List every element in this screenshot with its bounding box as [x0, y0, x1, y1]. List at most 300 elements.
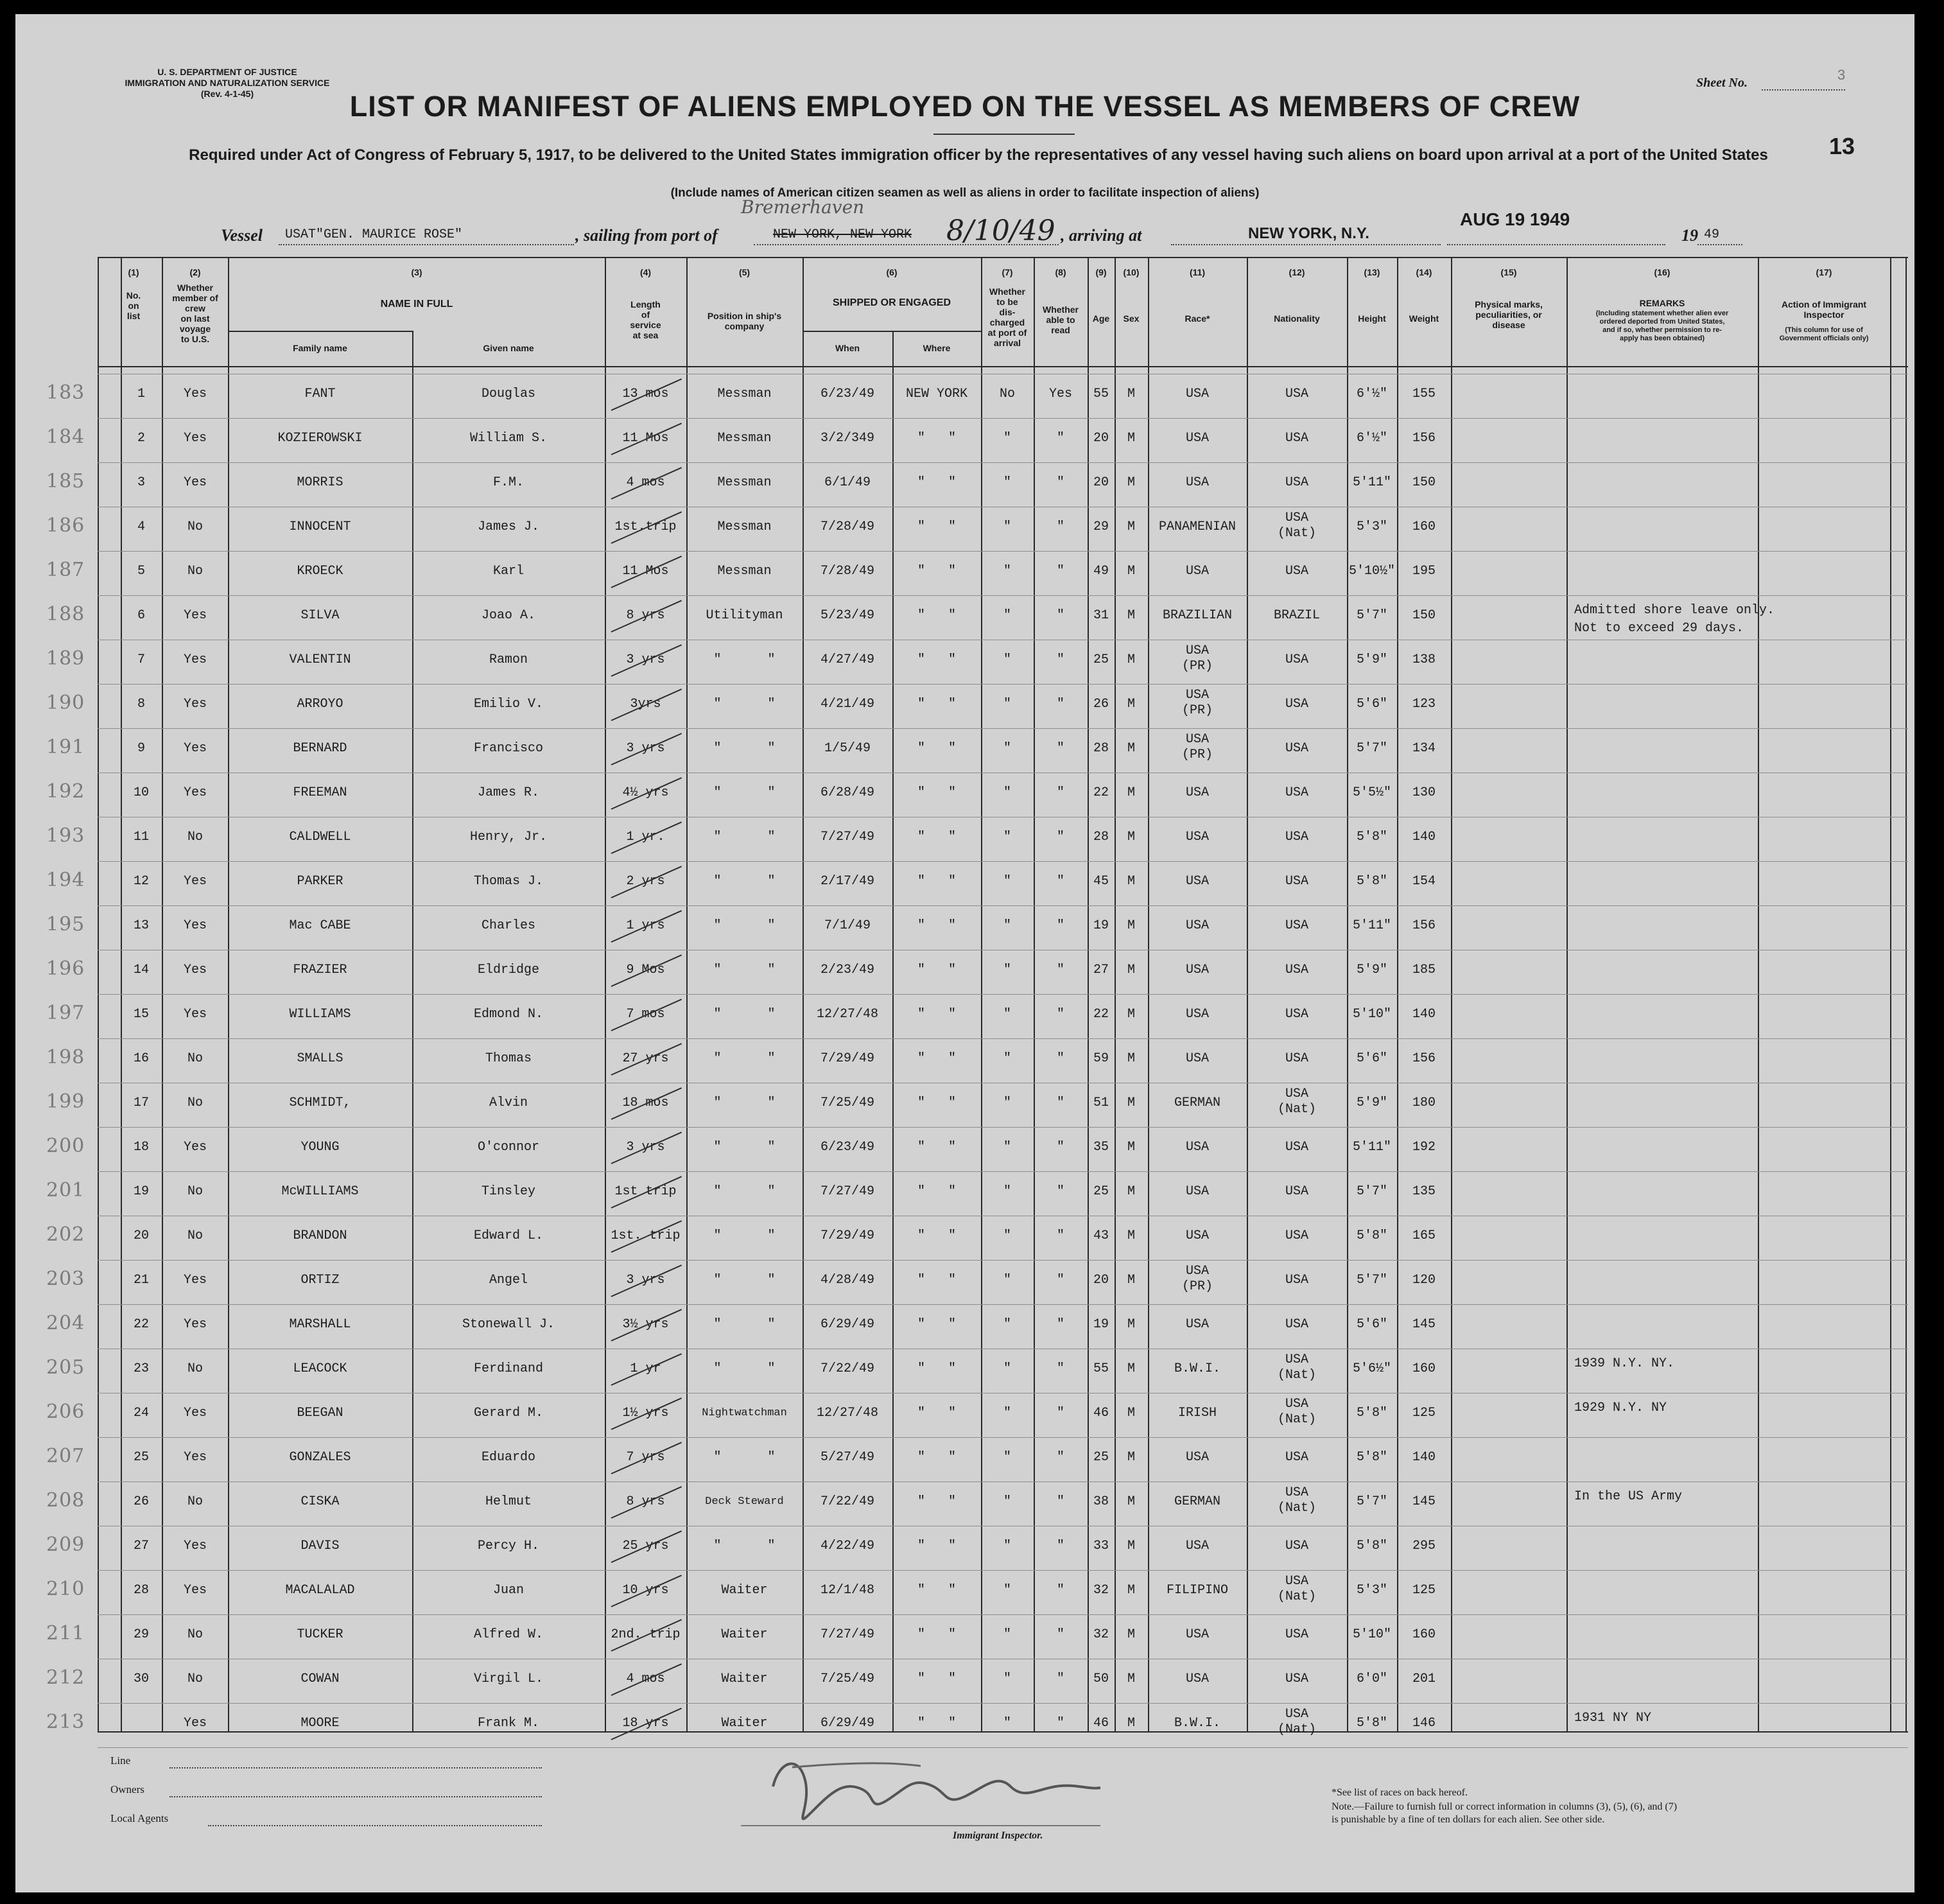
cell-discharged: ": [1003, 1494, 1011, 1509]
col6-label: SHIPPED OR ENGAGED: [832, 297, 951, 308]
cell-family: FANT: [304, 387, 336, 401]
cell-last: Yes: [183, 608, 207, 623]
cell-family: MACALALAD: [285, 1583, 355, 1598]
col2-number: (2): [189, 267, 201, 277]
cell-given: Charles: [481, 918, 535, 933]
cell-service: 2nd. trip: [611, 1627, 681, 1642]
cell-family: DAVIS: [300, 1539, 340, 1553]
cell-no: 9: [137, 741, 145, 756]
cell-read: ": [1056, 1007, 1064, 1022]
row-rule: [98, 595, 1908, 596]
cell-given: Alvin: [489, 1096, 528, 1110]
cell-height: 5'11": [1352, 1140, 1391, 1155]
cell-sex: M: [1127, 475, 1135, 490]
row-rule: [98, 1127, 1908, 1128]
cell-age: 55: [1093, 1361, 1109, 1376]
cell-service: 4½ yrs: [622, 785, 669, 800]
inspector-label: Immigrant Inspector.: [953, 1830, 1043, 1841]
cell-age: 22: [1093, 1007, 1109, 1022]
cell-family: MORRIS: [297, 475, 343, 490]
cell-discharged: No: [999, 387, 1015, 401]
cell-no: 30: [133, 1672, 149, 1686]
cell-sex: M: [1127, 785, 1135, 800]
cell-given: Gerard M.: [473, 1406, 544, 1420]
year-value: 49: [1704, 227, 1720, 242]
cell-discharged: ": [1003, 520, 1011, 534]
cell-weight: 156: [1412, 918, 1436, 933]
cell-nationality: USA: [1285, 1672, 1308, 1686]
cell-age: 28: [1093, 741, 1109, 756]
col9-label: Age: [1092, 313, 1110, 324]
cell-discharged: ": [1003, 918, 1011, 933]
cell-position: Messman: [717, 564, 772, 579]
cell-no: 8: [137, 697, 145, 712]
cell-where: " ": [917, 1273, 956, 1288]
ledger-number: 201: [46, 1179, 85, 1201]
crew-table: [46, 257, 1908, 1737]
cell-read: ": [1056, 1228, 1064, 1243]
table-top-border: [98, 257, 1908, 258]
cell-service: 3yrs: [630, 697, 661, 712]
cell-given: Edmond N.: [473, 1007, 544, 1022]
row-rule: [98, 1481, 1908, 1482]
cell-position: " ": [713, 963, 776, 977]
cell-where: " ": [917, 741, 956, 756]
cell-nationality: USA: [1285, 652, 1308, 667]
cell-nationality: USA: [1285, 1627, 1308, 1642]
cell-where: " ": [917, 564, 956, 579]
cell-family: Mac CABE: [289, 918, 351, 933]
cell-height: 5'11": [1352, 918, 1391, 933]
cell-service: 10 yrs: [622, 1583, 669, 1598]
cell-age: 20: [1093, 1273, 1109, 1288]
cell-where: " ": [917, 963, 956, 977]
cell-given: Joao A.: [481, 608, 535, 623]
local-agents-underline: [208, 1825, 542, 1826]
cell-discharged: ": [1003, 1406, 1011, 1420]
cell-weight: 125: [1412, 1583, 1436, 1598]
ledger-number: 185: [46, 470, 85, 493]
col12-number: (12): [1289, 267, 1305, 277]
cell-read: ": [1056, 963, 1064, 977]
cell-position: " ": [713, 874, 776, 889]
col6-when-label: When: [835, 343, 860, 353]
cell-discharged: ": [1003, 1184, 1011, 1199]
col3-given-label: Given name: [483, 343, 534, 353]
cell-discharged: ": [1003, 963, 1011, 977]
cell-given: Percy H.: [477, 1539, 539, 1553]
cell-when: 12/27/48: [816, 1007, 878, 1022]
col2-label: Whether member of crew on last voyage to U.S.: [172, 283, 218, 344]
cell-where: " ": [917, 697, 956, 712]
cell-last: No: [187, 1672, 203, 1686]
cell-weight: 120: [1412, 1273, 1436, 1288]
footnote-penalty: Note.—Failure to furnish full or correct information in columns (3), (5), (6), and (7) is punishable by a fine of ten dollars for each alien. See other side.: [1332, 1801, 1678, 1825]
col12-label: Nationality: [1274, 313, 1320, 324]
cell-sex: M: [1127, 1450, 1135, 1465]
cell-race: USA (PR): [1181, 732, 1213, 762]
ledger-number: 190: [46, 692, 85, 714]
year-line: [1697, 244, 1742, 245]
cell-height: 5'10½": [1348, 564, 1395, 579]
cell-where: " ": [917, 1140, 956, 1155]
cell-where: " ": [917, 1539, 956, 1553]
footnote-races: *See list of races on back hereof.: [1332, 1787, 1468, 1798]
cell-height: 6'0": [1356, 1672, 1387, 1686]
cell-discharged: ": [1003, 830, 1011, 844]
sailing-date: 8/10/49: [946, 214, 1055, 247]
cell-when: 7/27/49: [820, 830, 874, 844]
cell-when: 6/29/49: [820, 1317, 874, 1332]
cell-race: USA: [1185, 1051, 1209, 1066]
cell-family: BERNARD: [293, 741, 347, 756]
cell-when: 6/28/49: [820, 785, 874, 800]
cell-when: 4/22/49: [820, 1539, 874, 1553]
col1-label: No. on list: [126, 290, 141, 321]
cell-position: " ": [713, 1184, 776, 1199]
cell-sex: M: [1127, 608, 1135, 623]
cell-where: " ": [917, 830, 956, 844]
cell-discharged: ": [1003, 1716, 1011, 1731]
cell-nationality: USA: [1285, 431, 1308, 446]
cell-no: 22: [133, 1317, 149, 1332]
cell-read: ": [1056, 1051, 1064, 1066]
col10-label: Sex: [1123, 313, 1140, 324]
cell-family: SMALLS: [297, 1051, 343, 1066]
cell-age: 26: [1093, 697, 1109, 712]
cell-family: COWAN: [300, 1672, 340, 1686]
cell-family: MOORE: [300, 1716, 340, 1731]
cell-when: 7/29/49: [820, 1228, 874, 1243]
cell-when: 7/28/49: [820, 520, 874, 534]
cell-nationality: USA: [1285, 475, 1308, 490]
cell-where: " ": [917, 1184, 956, 1199]
cell-sex: M: [1127, 1051, 1135, 1066]
sailing-label: , sailing from port of: [575, 226, 718, 245]
cell-nationality: USA: [1285, 697, 1308, 712]
ledger-number: 195: [46, 913, 85, 936]
cell-nationality: USA (Nat): [1277, 1352, 1316, 1383]
cell-discharged: ": [1003, 1007, 1011, 1022]
cell-where: " ": [917, 520, 956, 534]
remark-text: Admitted shore leave only. Not to exceed 29 days.: [1574, 603, 1775, 636]
ledger-number: 187: [46, 559, 85, 581]
cell-position: " ": [713, 1317, 776, 1332]
cell-weight: 138: [1412, 652, 1436, 667]
cell-age: 38: [1093, 1494, 1109, 1509]
cell-last: No: [187, 1096, 203, 1110]
col5-label: Position in ship's company: [707, 311, 782, 331]
cell-last: Yes: [183, 1583, 207, 1598]
cell-family: ORTIZ: [300, 1273, 340, 1288]
cell-race: IRISH: [1177, 1406, 1217, 1420]
cell-no: 15: [133, 1007, 149, 1022]
cell-last: Yes: [183, 785, 207, 800]
row-rule: [98, 1171, 1908, 1172]
cell-discharged: ": [1003, 1361, 1011, 1376]
cell-position: Deck Steward: [705, 1496, 784, 1508]
cell-read: ": [1056, 1539, 1064, 1553]
col4-label: Length of service at sea: [630, 299, 661, 340]
cell-age: 32: [1093, 1627, 1109, 1642]
col14-label: Weight: [1409, 313, 1439, 324]
cell-read: ": [1056, 1140, 1064, 1155]
ledger-number: 211: [46, 1622, 85, 1645]
cell-service: 11 Mos: [622, 431, 669, 446]
cell-height: 5'11": [1352, 475, 1391, 490]
cell-where: " ": [917, 1228, 956, 1243]
cell-discharged: ": [1003, 1096, 1011, 1110]
cell-race: USA: [1185, 963, 1209, 977]
cell-family: YOUNG: [300, 1140, 340, 1155]
cell-discharged: ": [1003, 874, 1011, 889]
cell-last: Yes: [183, 1450, 207, 1465]
cell-sex: M: [1127, 1627, 1135, 1642]
cell-no: 16: [133, 1051, 149, 1066]
cell-family: WILLIAMS: [289, 1007, 351, 1022]
cell-no: 11: [133, 830, 149, 844]
cell-when: 3/2/349: [820, 431, 874, 446]
cell-sex: M: [1127, 1361, 1135, 1376]
form-title: LIST OR MANIFEST OF ALIENS EMPLOYED ON THE VESSEL AS MEMBERS OF CREW: [349, 90, 1581, 123]
cell-nationality: USA (Nat): [1277, 1574, 1316, 1604]
cell-family: GONZALES: [289, 1450, 351, 1465]
cell-sex: M: [1127, 1539, 1135, 1553]
cell-height: 6'½": [1356, 387, 1387, 401]
cell-race: USA: [1185, 830, 1209, 844]
cell-height: 5'6½": [1352, 1361, 1391, 1376]
cell-position: Nightwatchman: [702, 1407, 787, 1419]
cell-position: " ": [713, 785, 776, 800]
cell-nationality: USA: [1285, 963, 1308, 977]
cell-sex: M: [1127, 1406, 1135, 1420]
cell-position: " ": [713, 652, 776, 667]
cell-service: 3 yrs: [626, 1140, 665, 1155]
cell-race: USA: [1185, 1539, 1209, 1553]
cell-discharged: ": [1003, 1051, 1011, 1066]
cell-no: 26: [133, 1494, 149, 1509]
cell-where: " ": [917, 1627, 956, 1642]
cell-last: No: [187, 1051, 203, 1066]
name-subheader-rule: [228, 331, 412, 332]
arriving-label: , arriving at: [1061, 226, 1142, 245]
cell-when: 7/27/49: [820, 1627, 874, 1642]
cell-where: NEW YORK: [905, 387, 968, 401]
cell-family: KOZIEROWSKI: [277, 431, 363, 446]
sailing-port-handwritten: Bremerhaven: [741, 197, 865, 218]
cell-sex: M: [1127, 1317, 1135, 1332]
cell-nationality: USA: [1285, 1539, 1308, 1553]
cell-position: " ": [713, 1450, 776, 1465]
cell-age: 31: [1093, 608, 1109, 623]
cell-read: ": [1056, 1317, 1064, 1332]
ledger-number: 188: [46, 603, 85, 625]
cell-discharged: ": [1003, 564, 1011, 579]
cell-read: ": [1056, 608, 1064, 623]
cell-given: Thomas: [485, 1051, 532, 1066]
cell-race: USA (PR): [1181, 1264, 1213, 1294]
cell-given: F.M.: [492, 475, 524, 490]
ledger-number: 196: [46, 957, 85, 980]
ledger-number: 210: [46, 1578, 85, 1600]
cell-sex: M: [1127, 741, 1135, 756]
cell-when: 7/25/49: [820, 1672, 874, 1686]
cell-when: 4/27/49: [820, 652, 874, 667]
cell-no: 18: [133, 1140, 149, 1155]
cell-when: 5/23/49: [820, 608, 874, 623]
cell-age: 35: [1093, 1140, 1109, 1155]
remark-text: 1931 NY NY: [1574, 1711, 1652, 1725]
cell-weight: 195: [1412, 564, 1436, 579]
cell-read: ": [1056, 874, 1064, 889]
title-rule: [933, 134, 1075, 135]
cell-nationality: USA: [1285, 1228, 1308, 1243]
cell-age: 33: [1093, 1539, 1109, 1553]
cell-height: 5'10": [1352, 1627, 1391, 1642]
cell-family: McWILLIAMS: [281, 1184, 359, 1199]
cell-read: Yes: [1048, 387, 1072, 401]
cell-height: 5'7": [1356, 741, 1387, 756]
cell-position: " ": [713, 1096, 776, 1110]
cell-when: 7/29/49: [820, 1051, 874, 1066]
cell-position: Waiter: [721, 1672, 768, 1686]
cell-no: 1: [137, 387, 145, 401]
cell-family: CALDWELL: [289, 830, 351, 844]
cell-last: Yes: [183, 697, 207, 712]
cell-race: GERMAN: [1174, 1494, 1220, 1509]
cell-height: 5'8": [1356, 830, 1387, 844]
cell-nationality: USA: [1285, 1184, 1308, 1199]
cell-when: 1/5/49: [824, 741, 871, 756]
remark-text: 1929 N.Y. NY: [1574, 1401, 1667, 1415]
cell-age: 19: [1093, 1317, 1109, 1332]
cell-no: 3: [137, 475, 145, 490]
local-agents-label: Local Agents: [110, 1812, 169, 1824]
cell-when: 5/27/49: [820, 1450, 874, 1465]
cell-position: " ": [713, 1007, 776, 1022]
cell-given: Douglas: [481, 387, 535, 401]
cell-service: 9 Mos: [626, 963, 665, 977]
cell-read: ": [1056, 1627, 1064, 1642]
cell-discharged: ": [1003, 475, 1011, 490]
cell-when: 6/1/49: [824, 475, 871, 490]
cell-no: 10: [133, 785, 149, 800]
cell-where: " ": [917, 1583, 956, 1598]
cell-service: 27 yrs: [622, 1051, 669, 1066]
cell-read: ": [1056, 830, 1064, 844]
cell-where: " ": [917, 1096, 956, 1110]
cell-given: Virgil L.: [473, 1672, 544, 1686]
cell-weight: 192: [1412, 1140, 1436, 1155]
col1-number: (1): [128, 267, 139, 277]
cell-height: 5'7": [1356, 1273, 1387, 1288]
cell-nationality: USA: [1285, 918, 1308, 933]
row-rule: [98, 1614, 1908, 1615]
cell-read: ": [1056, 1273, 1064, 1288]
cell-read: ": [1056, 1716, 1064, 1731]
col3-number: (3): [411, 267, 422, 277]
cell-race: USA: [1185, 564, 1209, 579]
cell-nationality: USA (Nat): [1277, 1087, 1316, 1117]
col15-label: Physical marks, peculiarities, or disease: [1475, 299, 1543, 330]
cell-no: 17: [133, 1096, 149, 1110]
cell-family: MARSHALL: [289, 1317, 351, 1332]
col8-number: (8): [1055, 267, 1066, 277]
cell-discharged: ": [1003, 652, 1011, 667]
cell-nationality: USA: [1285, 387, 1308, 401]
cell-last: No: [187, 1228, 203, 1243]
cell-last: Yes: [183, 652, 207, 667]
cell-last: Yes: [183, 1539, 207, 1553]
cell-where: " ": [917, 1317, 956, 1332]
cell-race: USA: [1185, 1140, 1209, 1155]
col9-number: (9): [1095, 267, 1107, 277]
cell-discharged: ": [1003, 1539, 1011, 1553]
cell-race: USA: [1185, 1317, 1209, 1332]
cell-discharged: ": [1003, 741, 1011, 756]
cell-last: Yes: [183, 741, 207, 756]
cell-read: ": [1056, 1450, 1064, 1465]
cell-nationality: USA: [1285, 1273, 1308, 1288]
line-label: Line: [110, 1754, 131, 1767]
arrival-stamp-line: [1447, 244, 1665, 245]
header-bottom-border: [98, 366, 1908, 367]
cell-sex: M: [1127, 1184, 1135, 1199]
cell-weight: 140: [1412, 1450, 1436, 1465]
cell-family: KROECK: [297, 564, 343, 579]
owners-underline: [169, 1796, 542, 1797]
row-rule: [98, 861, 1908, 862]
cell-sex: M: [1127, 564, 1135, 579]
ledger-number: 204: [46, 1312, 85, 1334]
col5-number: (5): [738, 267, 751, 277]
cell-family: CISKA: [300, 1494, 340, 1509]
ledger-number: 186: [46, 514, 85, 537]
cell-race: USA: [1185, 1450, 1209, 1465]
row-rule: [98, 728, 1908, 729]
ledger-number: 192: [46, 780, 85, 803]
cell-weight: 154: [1412, 874, 1436, 889]
cell-race: USA: [1185, 475, 1209, 490]
cell-discharged: ": [1003, 1450, 1011, 1465]
cell-where: " ": [917, 1051, 956, 1066]
cell-where: " ": [917, 1406, 956, 1420]
cell-discharged: ": [1003, 1583, 1011, 1598]
remark-text: 1939 N.Y. NY.: [1574, 1356, 1675, 1371]
col16-number: (16): [1654, 267, 1671, 277]
cell-race: USA: [1185, 785, 1209, 800]
cell-position: Messman: [717, 387, 772, 401]
cell-discharged: ": [1003, 1228, 1011, 1243]
cell-when: 2/17/49: [820, 874, 874, 889]
ledger-number: 193: [46, 825, 85, 847]
cell-position: " ": [713, 1228, 776, 1243]
cell-sex: M: [1127, 652, 1135, 667]
cell-service: 1½ yrs: [622, 1406, 669, 1420]
cell-race: USA: [1185, 874, 1209, 889]
cell-weight: 160: [1412, 1361, 1436, 1376]
cell-nationality: USA: [1285, 564, 1308, 579]
arrival-stamp: AUG 19 1949: [1460, 209, 1570, 229]
cell-last: No: [187, 1627, 203, 1642]
row-rule: [98, 1038, 1908, 1039]
col15-number: (15): [1500, 267, 1517, 277]
cell-service: 1 yr: [630, 1361, 661, 1376]
cell-service: 8 yrs: [626, 1494, 665, 1509]
cell-when: 6/29/49: [820, 1716, 874, 1731]
cell-given: Helmut: [485, 1494, 532, 1509]
cell-last: No: [187, 1361, 203, 1376]
